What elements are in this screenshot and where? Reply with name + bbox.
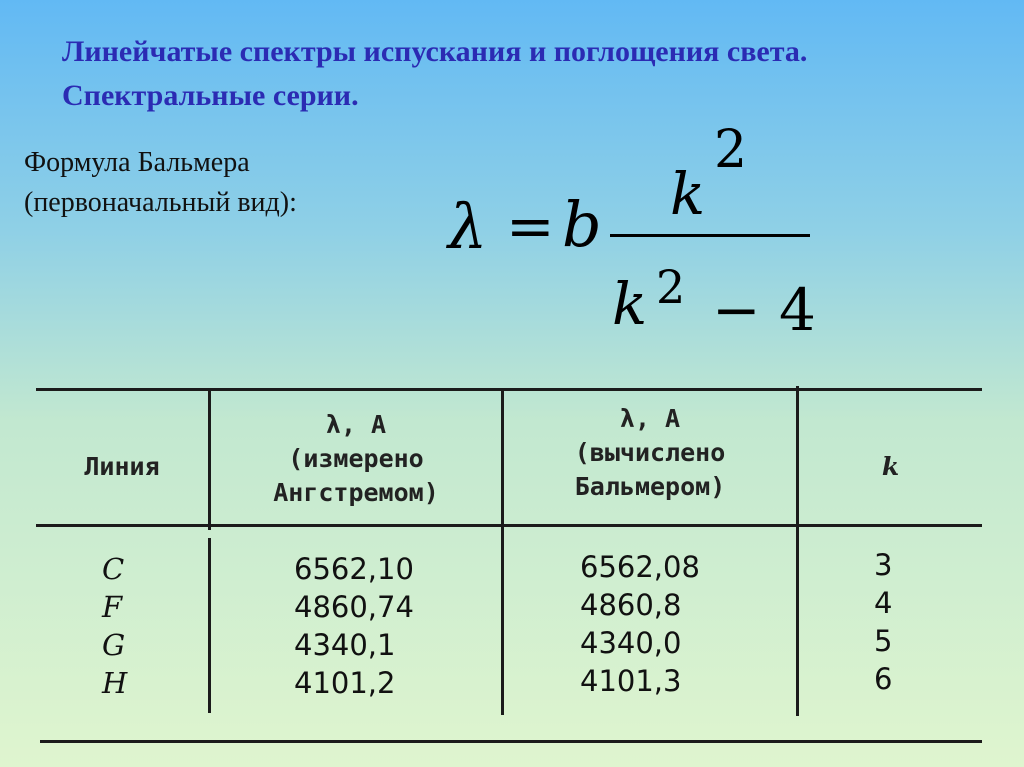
- table-cell-computed: 4340,0: [580, 626, 682, 660]
- formula-numerator-var: k: [670, 160, 706, 228]
- table-cell-line: C: [102, 552, 125, 586]
- formula-denominator-rest: − 4: [712, 276, 816, 344]
- table-header-rule: [36, 524, 982, 527]
- table-cell-k: 4: [874, 586, 893, 620]
- column-divider-1b: [208, 538, 211, 713]
- formula-lambda: λ: [448, 190, 488, 263]
- header-k: k: [881, 452, 900, 481]
- column-computed: [580, 548, 700, 700]
- title-line-1: Линейчатые спектры испускания и поглощения света.: [62, 35, 808, 68]
- table-cell-computed: 6562,08: [580, 550, 700, 584]
- table-cell-measured: 4101,2: [294, 666, 396, 700]
- column-k: [874, 546, 892, 698]
- formula-numerator-exp: 2: [714, 120, 748, 180]
- table-cell-computed: 4860,8: [580, 588, 682, 622]
- table-cell-computed: 4101,3: [580, 664, 682, 698]
- column-measured: [294, 550, 414, 702]
- table-cell-line: G: [102, 628, 126, 662]
- formula-equals: =: [506, 192, 555, 260]
- table-cell-measured: 4340,1: [294, 628, 396, 662]
- table-bottom-rule: [40, 740, 982, 743]
- balmer-lines-table: [36, 378, 982, 748]
- formula-caption: [24, 143, 297, 223]
- formula-caption-line-1: Формула Бальмера: [24, 147, 250, 178]
- header-measured: λ, А (измерено Ангстремом): [273, 410, 439, 507]
- formula-caption-line-2: (первоначальный вид):: [24, 187, 297, 218]
- formula-denominator-var: k: [612, 270, 648, 338]
- table-cell-measured: 4860,74: [294, 590, 414, 624]
- table-cell-k: 3: [874, 548, 893, 582]
- table-cell-measured: 6562,10: [294, 552, 414, 586]
- table-top-rule: [36, 388, 982, 391]
- table-cell-k: 5: [874, 624, 893, 658]
- fraction-bar: [610, 234, 810, 237]
- header-computed: λ, А (вычислено Бальмером): [574, 404, 726, 501]
- slide-title: [62, 30, 1002, 118]
- table-cell-line: F: [102, 590, 123, 624]
- table-cell-line: H: [102, 666, 128, 700]
- column-lines: [102, 550, 127, 702]
- title-line-2: Спектральные серии.: [62, 79, 359, 112]
- balmer-formula: [440, 120, 840, 360]
- header-line: Линия: [84, 452, 160, 481]
- table-cell-k: 6: [874, 662, 893, 696]
- formula-denominator-exp: 2: [656, 260, 686, 314]
- column-divider-3: [796, 386, 799, 716]
- formula-coefficient: b: [562, 188, 602, 261]
